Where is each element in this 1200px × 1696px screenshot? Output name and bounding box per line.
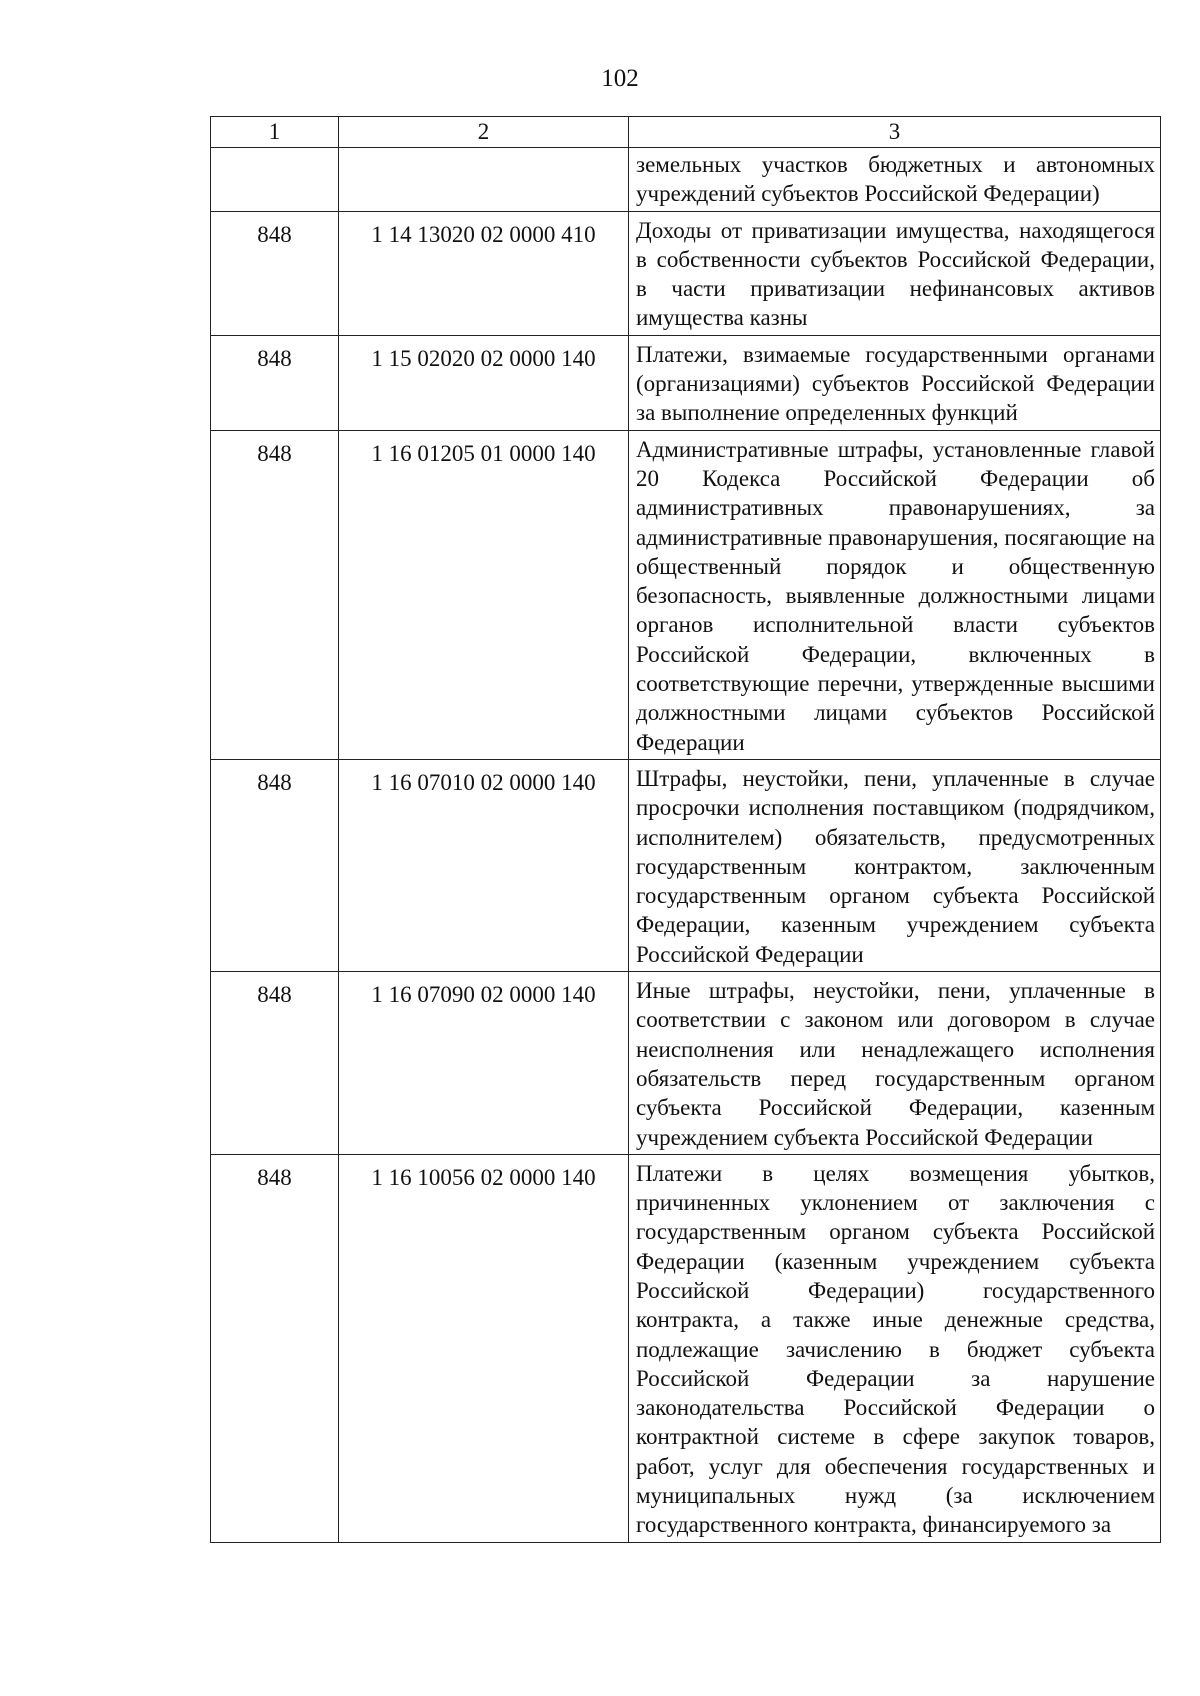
kbk-code-cell: 1 15 02020 02 0000 140 <box>339 335 629 430</box>
table-row <box>211 1154 1161 1542</box>
admin-code-cell: 848 <box>211 1154 339 1542</box>
description-cell: Платежи в целях возмещения убытков, причиненных уклонением от заключения с государственным органом субъекта Российской Федерации (казенным учреждением субъекта Российской Федерации) государственного контракта, а также иные денежные средства, подлежащие зачислению в бюджет субъекта Российской Федерации за нарушение законодательства Российской Федерации о контрактной системе в сфере закупок товаров, работ, услуг для обеспечения государственных и муниципальных нужд (за исключением государственного контракта, финансируемого за <box>629 1154 1161 1542</box>
page-number: 102 <box>601 65 639 92</box>
table-row <box>211 148 1161 212</box>
admin-code-cell <box>211 148 339 212</box>
admin-code-cell: 848 <box>211 211 339 335</box>
description-cell: Доходы от приватизации имущества, находящегося в собственности субъектов Российской Федерации, в части приватизации нефинансовых активов имущества казны <box>629 211 1161 335</box>
column-header-1: 1 <box>211 117 339 148</box>
column-header-2: 2 <box>339 117 629 148</box>
description-cell: Иные штрафы, неустойки, пени, уплаченные в соответствии с законом или договором в случае неисполнения или ненадлежащего исполнения обязательств перед государственным органом субъекта Российской Федерации, казенным учреждением субъекта Российской Федерации <box>629 972 1161 1155</box>
kbk-code-cell <box>339 148 629 212</box>
table-row <box>211 211 1161 335</box>
kbk-code-cell: 1 16 07010 02 0000 140 <box>339 759 629 971</box>
table-header-row <box>211 117 1161 148</box>
description-cell: Административные штрафы, установленные главой 20 Кодекса Российской Федерации об административных правонарушениях, за административные правонарушения, посягающие на общественный порядок и общественную безопасность, выявленные должностными лицами органов исполнительной власти субъектов Российской Федерации, включенных в соответствующие перечни, утвержденные высшими должностными лицами субъектов Российской Федерации <box>629 430 1161 759</box>
budget-revenue-table <box>210 116 1161 1543</box>
table-row <box>211 759 1161 971</box>
admin-code-cell: 848 <box>211 759 339 971</box>
admin-code-cell: 848 <box>211 430 339 759</box>
kbk-code-cell: 1 14 13020 02 0000 410 <box>339 211 629 335</box>
description-cell: земельных участков бюджетных и автономных учреждений субъектов Российской Федерации) <box>629 148 1161 212</box>
table-row <box>211 335 1161 430</box>
table-row <box>211 972 1161 1155</box>
kbk-code-cell: 1 16 07090 02 0000 140 <box>339 972 629 1155</box>
kbk-code-cell: 1 16 10056 02 0000 140 <box>339 1154 629 1542</box>
kbk-code-cell: 1 16 01205 01 0000 140 <box>339 430 629 759</box>
description-cell: Платежи, взимаемые государственными органами (организациями) субъектов Российской Федерации за выполнение определенных функций <box>629 335 1161 430</box>
table-row <box>211 430 1161 759</box>
admin-code-cell: 848 <box>211 972 339 1155</box>
description-cell: Штрафы, неустойки, пени, уплаченные в случае просрочки исполнения поставщиком (подрядчиком, исполнителем) обязательств, предусмотренных государственным контрактом, заключенным государственным органом субъекта Российской Федерации, казенным учреждением субъекта Российской Федерации <box>629 759 1161 971</box>
admin-code-cell: 848 <box>211 335 339 430</box>
column-header-3: 3 <box>629 117 1161 148</box>
